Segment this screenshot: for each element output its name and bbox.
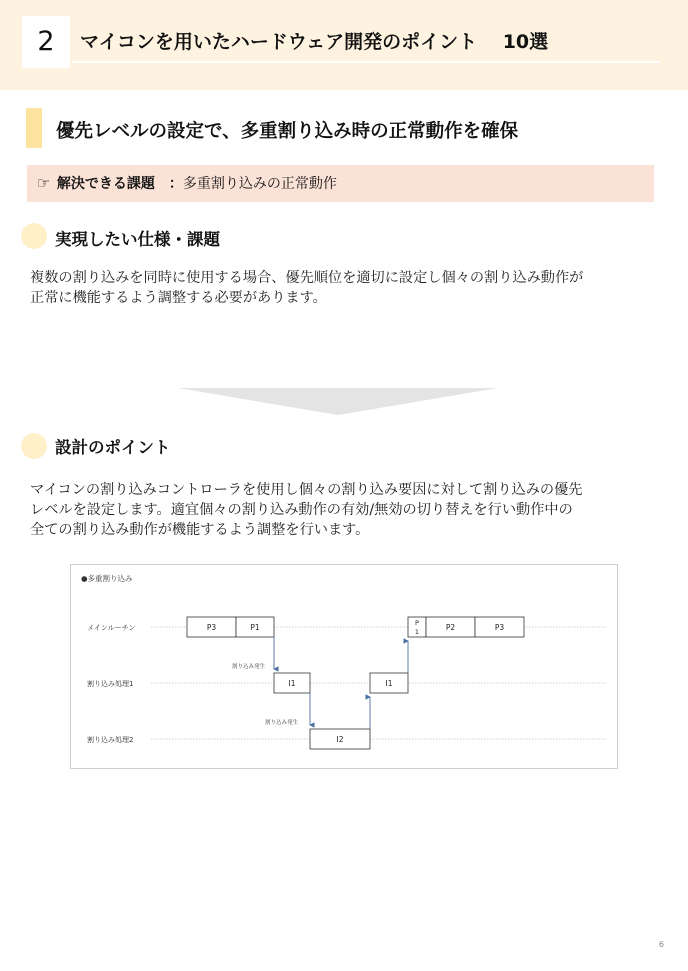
lane-label-main: メインルーチン [87, 624, 136, 632]
spec-heading: 実現したい仕様・課題 [55, 230, 220, 249]
issue-banner [27, 165, 654, 202]
block-irq1-a-label: I1 [288, 679, 296, 688]
block-main-p3-label: P3 [206, 623, 217, 632]
issue-value: 多重割り込みの正常動作 [182, 176, 337, 192]
down-arrow-icon [178, 388, 498, 416]
chapter-number: 2 [22, 16, 70, 68]
diagram-title: ●多重割り込み [81, 574, 133, 583]
event-label-2: 割り込み発生 [265, 720, 299, 726]
block-main-p3-resume-label: P3 [494, 623, 505, 632]
document-title: マイコンを用いたハードウェア開発のポイント 10選 [80, 31, 549, 53]
lane-label-irq2: 割り込み処理2 [87, 736, 134, 744]
design-body: マイコンの割り込みコントローラを使用し個々の割り込み要因に対して割り込みの優先 レベルを設定します。適宜個々の割り込み動作の有効/無効の切り替えを行い動作中の 全ての割り込み動作が機能するよう調整を行います。 [30, 482, 583, 538]
block-irq2-label: I2 [336, 735, 344, 744]
issue-label: 解決できる課題 ： [56, 176, 183, 192]
design-heading: 設計のポイント [55, 438, 171, 457]
multi-interrupt-diagram [70, 564, 618, 769]
spec-bullet-dot [21, 223, 47, 249]
block-main-p1-resume-label-2: 1 [414, 628, 420, 636]
block-irq1-b-label: I1 [385, 679, 393, 688]
event-label-1: 割り込み発生 [232, 664, 266, 670]
block-main-p1-resume-label-1: P [415, 619, 419, 627]
lane-label-irq1: 割り込み処理1 [87, 680, 134, 688]
title-underline [72, 61, 660, 63]
design-bullet-dot [21, 433, 47, 459]
pointing-hand-icon: ☞ [37, 174, 51, 192]
section-title: 優先レベルの設定で、多重割り込み時の正常動作を確保 [56, 121, 519, 142]
section-accent-bar [26, 108, 42, 148]
block-main-p1-label: P1 [250, 623, 260, 632]
spec-body: 複数の割り込みを同時に使用する場合、優先順位を適切に設定し個々の割り込み動作が 正常に機能するよう調整する必要があります。 [30, 270, 584, 306]
block-main-p2-label: P2 [445, 623, 456, 632]
page-number: 6 [658, 940, 664, 949]
